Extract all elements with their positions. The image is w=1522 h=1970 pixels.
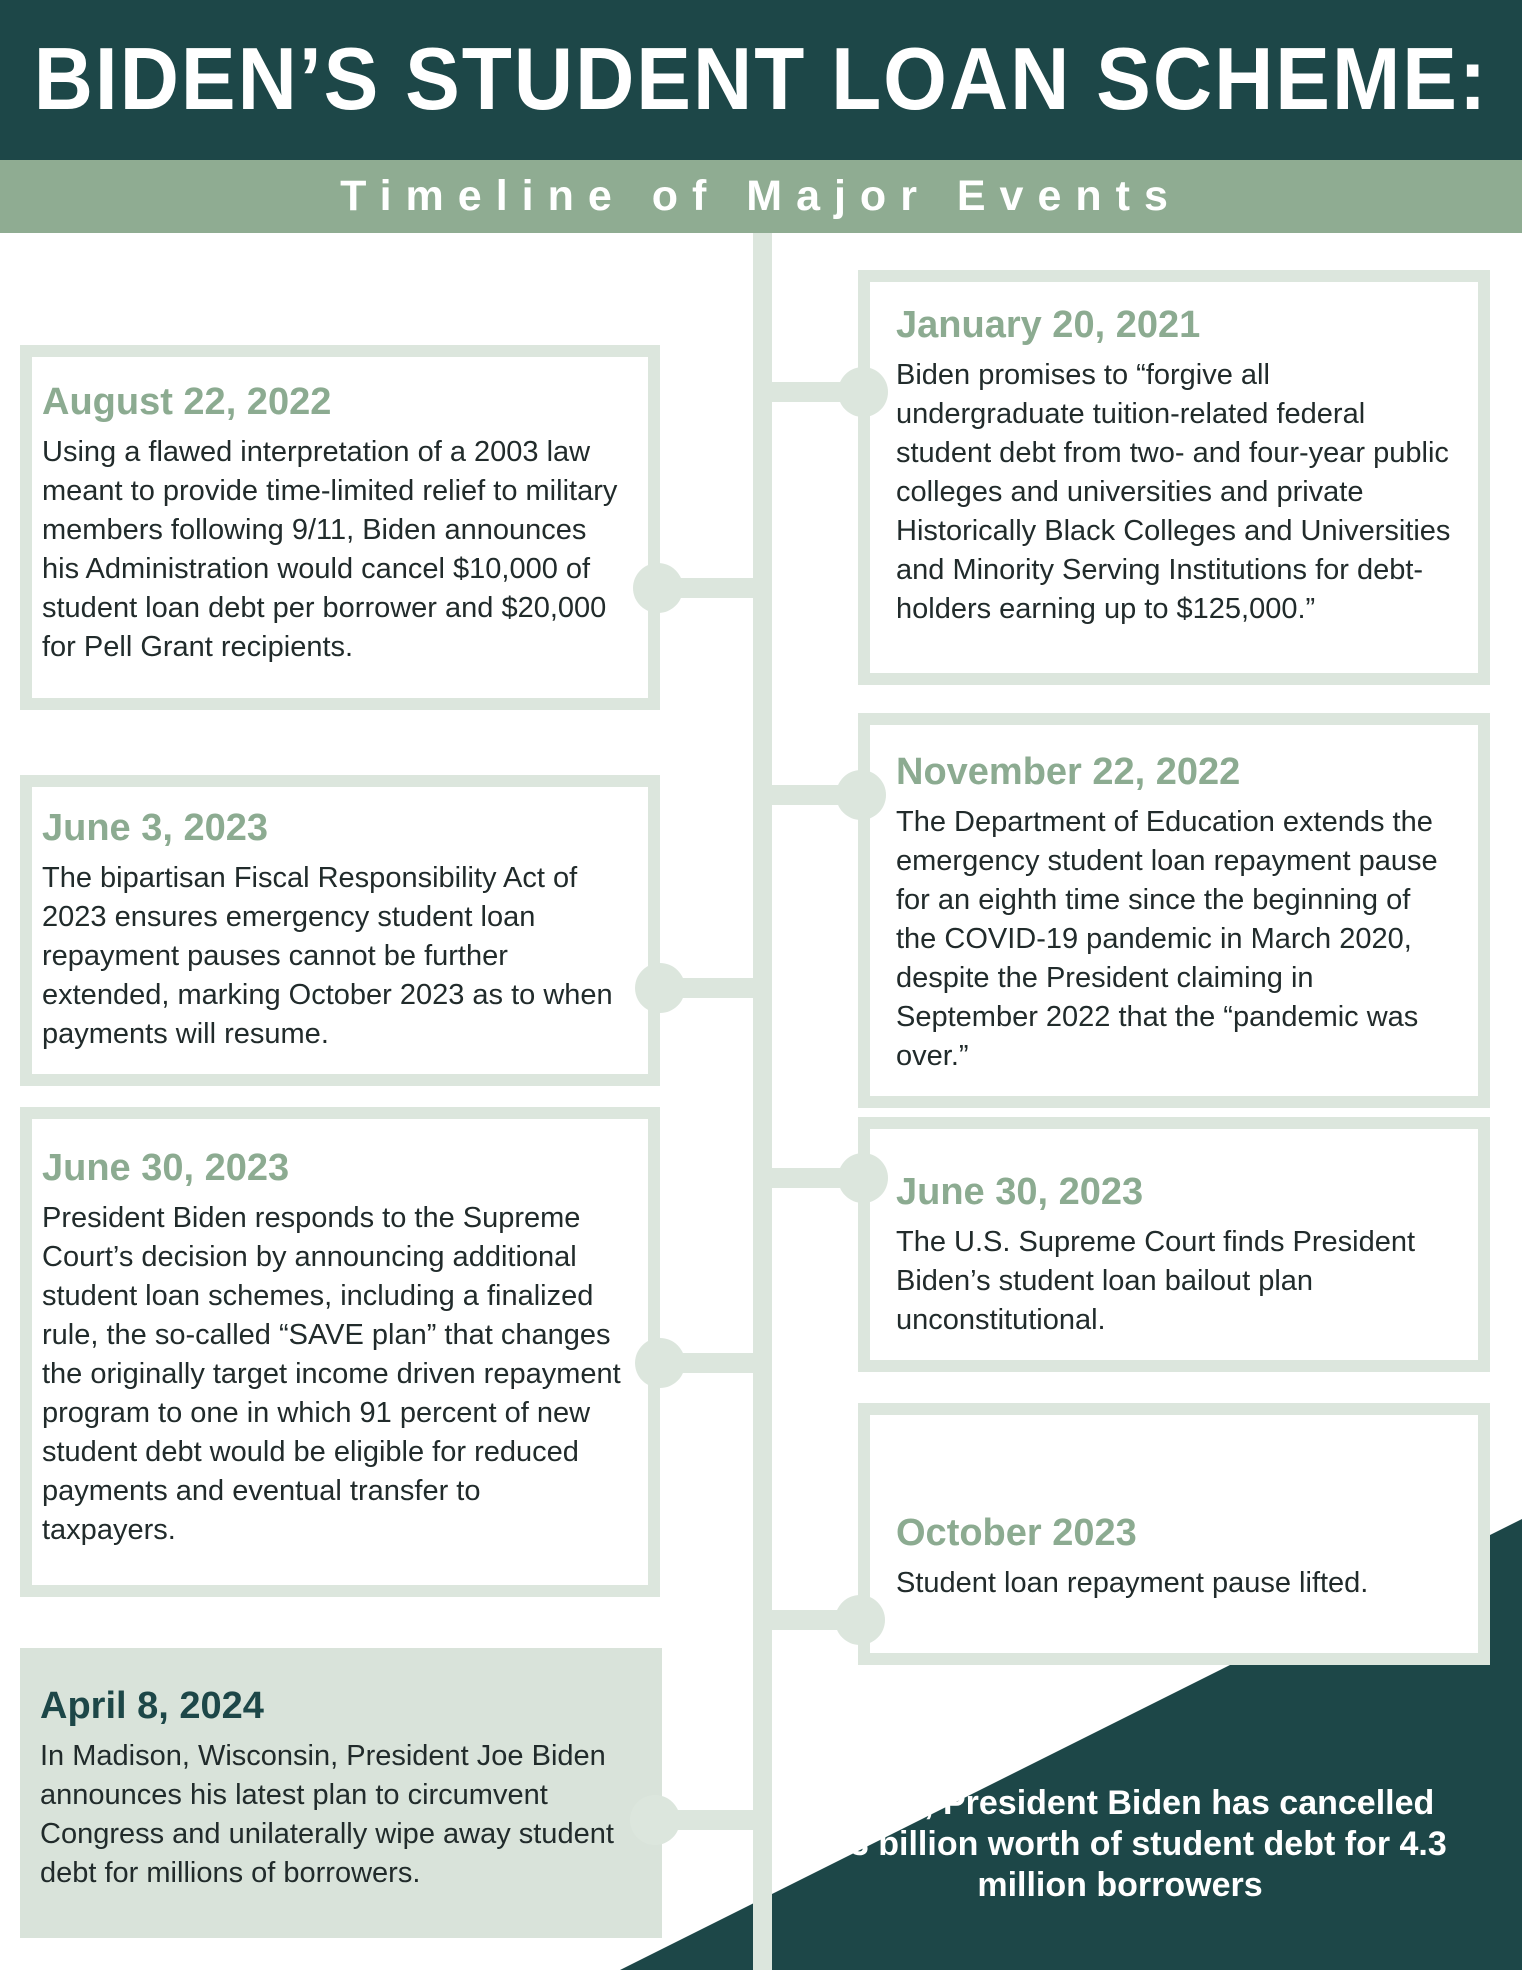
event-box-jan-20-2021 (858, 270, 1490, 685)
page-title: BIDEN’S STUDENT LOAN SCHEME: (33, 30, 1489, 129)
connector-dot-jun3-2023 (635, 963, 685, 1013)
event-box-jun-30-2023-left (20, 1107, 660, 1597)
connector-dot-oct-2023 (835, 1595, 885, 1645)
event-text: The U.S. Supreme Court finds President Biden’s student loan bailout plan unconstitutional. (896, 1226, 1416, 1336)
event-date: June 3, 2023 (42, 807, 269, 849)
event-date: April 8, 2024 (40, 1685, 264, 1727)
event-box-aug-22-2022 (20, 345, 660, 710)
event-date: October 2023 (896, 1512, 1137, 1554)
connector-dot-jun30-2023-left (635, 1338, 685, 1388)
event-box-apr-8-2024 (20, 1648, 662, 1938)
page-subtitle: Timeline of Major Events (340, 172, 1182, 220)
event-text: Using a flawed interpretation of a 2003 law meant to provide time-limited relief to military members following 9/11, Biden announces his Administration would cancel $10,000 of student loan debt per borrower and $20,000 for Pell Grant recipients. (42, 436, 618, 663)
event-box-jun-3-2023 (20, 775, 660, 1086)
connector-dot-nov-2022 (836, 770, 886, 820)
event-date: November 22, 2022 (896, 751, 1241, 793)
callout-text: To date, President Biden has cancelled $153 billion worth of student debt for 4.3 million borrowers (793, 1784, 1447, 1904)
header-banner (0, 0, 1522, 160)
subtitle-banner (0, 160, 1522, 233)
event-text: President Biden responds to the Supreme Court’s decision by announcing additional student loan schemes, including a finalized rule, the so-called “SAVE plan” that changes the originally target income driven repayment program to one in which 91 percent of new student debt would be eligible for reduced payments and eventual transfer to taxpayers. (42, 1202, 621, 1546)
timeline-content (0, 233, 1522, 1970)
connector-dot-aug-2022 (633, 563, 683, 613)
event-box-nov-22-2022 (858, 713, 1490, 1108)
event-date: August 22, 2022 (42, 381, 332, 423)
event-date: June 30, 2023 (42, 1147, 290, 1189)
connector-dot-apr-2024 (630, 1795, 680, 1845)
event-box-jun-30-2023-right (858, 1117, 1490, 1372)
event-text: Biden promises to “forgive all undergraduate tuition-related federal student debt from two- and four-year public colleges and universities and private Historically Black Colleges and Universities and Minority Serving Institutions for debt-holders earning up to $125,000.” (896, 359, 1451, 625)
event-text: The bipartisan Fiscal Responsibility Act of 2023 ensures emergency student loan repayment pauses cannot be further extended, marking October 2023 as to when payments will resume. (42, 862, 613, 1050)
event-text: In Madison, Wisconsin, President Joe Biden announces his latest plan to circumvent Congress and unilaterally wipe away student debt for millions of borrowers. (40, 1740, 614, 1889)
event-text: Student loan repayment pause lifted. (896, 1567, 1369, 1599)
timeline-line (753, 233, 772, 1970)
event-box-oct-2023 (858, 1403, 1490, 1665)
event-text: The Department of Education extends the emergency student loan repayment pause for an eighth time since the beginning of the COVID-19 pandemic in March 2020, despite the President claiming in September 2022 that the “pandemic was over.” (896, 806, 1438, 1072)
event-date: January 20, 2021 (896, 304, 1201, 346)
connector-dot-jun30-2023-right (838, 1153, 888, 1203)
connector-dot-jan-2021 (838, 367, 888, 417)
event-date: June 30, 2023 (896, 1171, 1144, 1213)
